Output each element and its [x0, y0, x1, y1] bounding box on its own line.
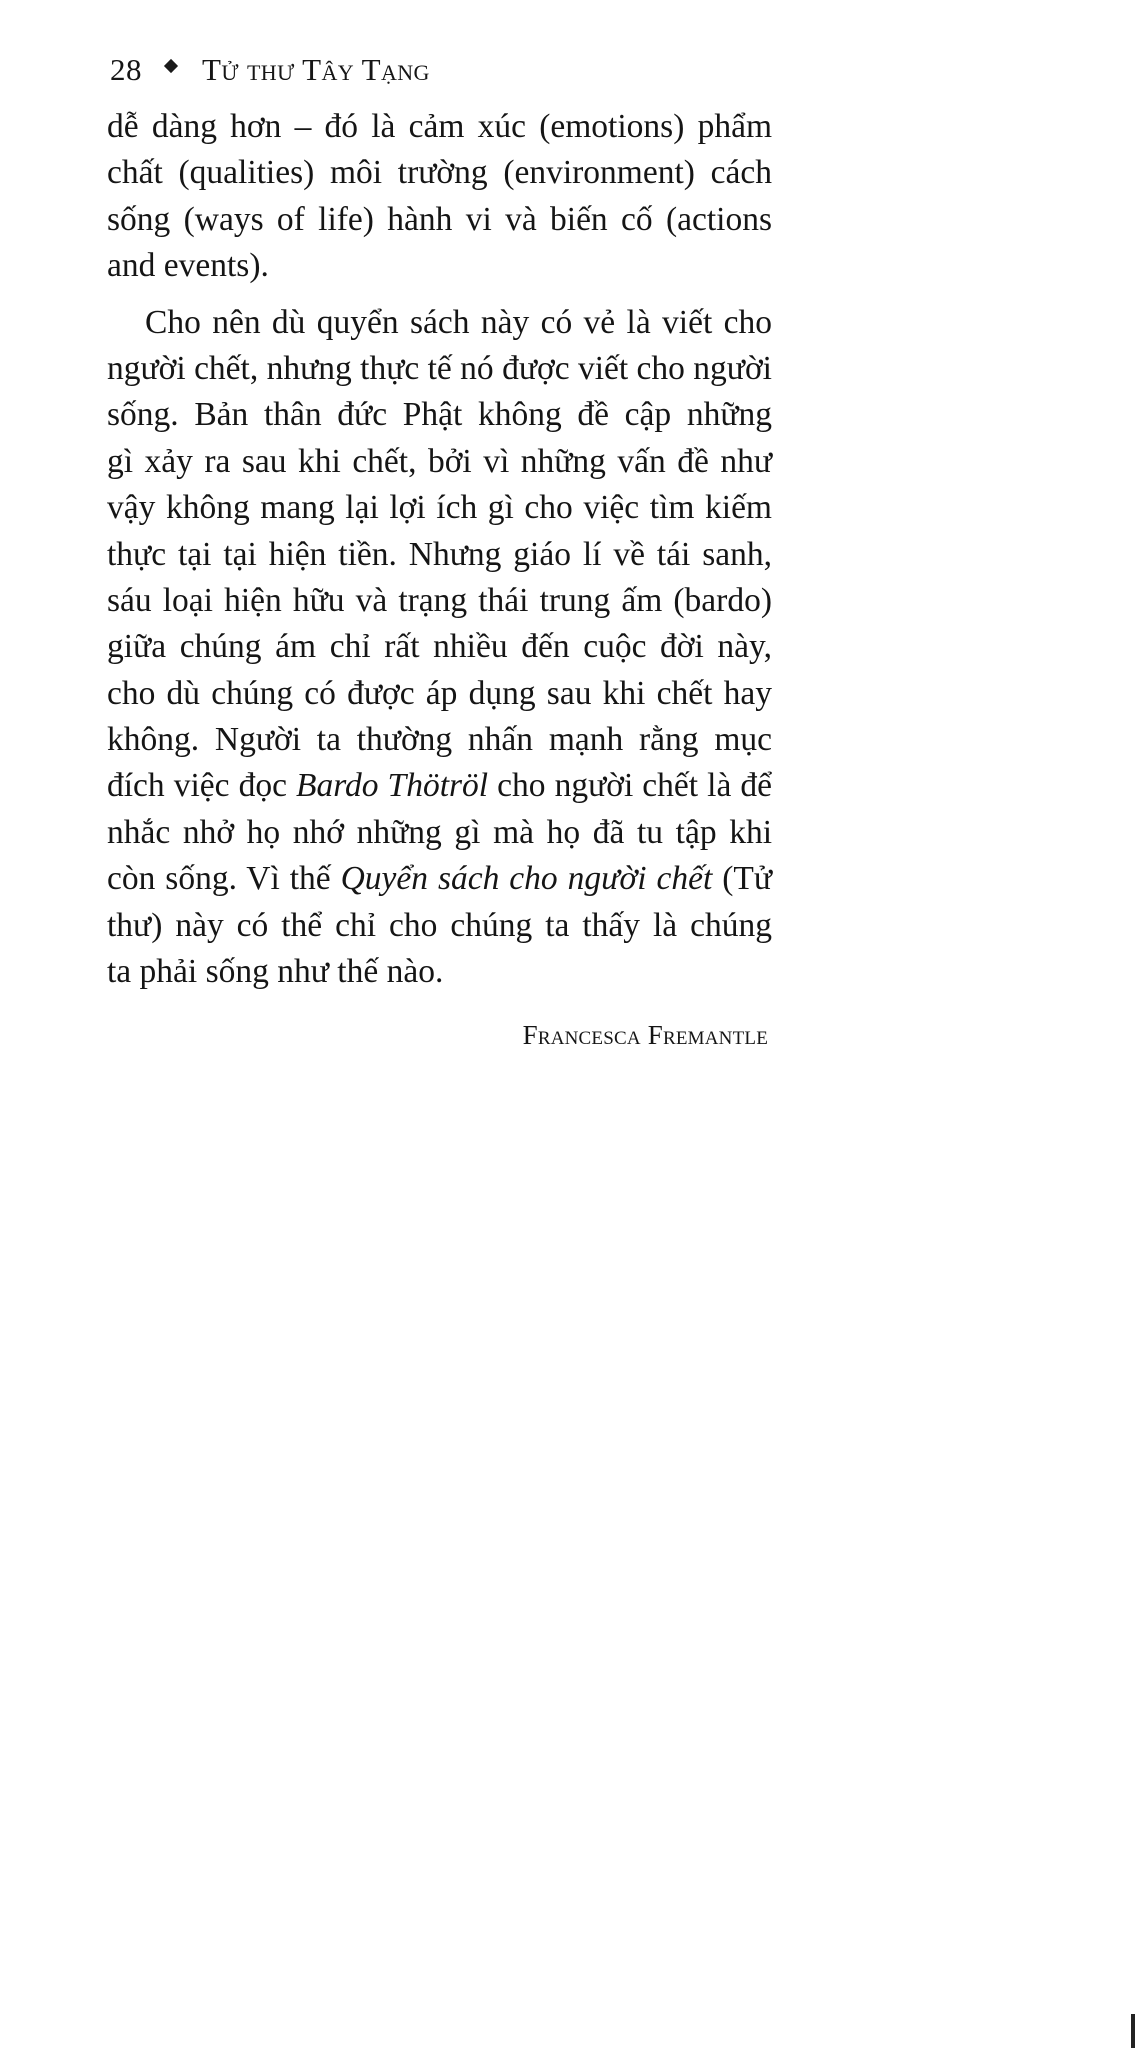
text-line [107, 856, 772, 902]
scan-edge-mark [1131, 2014, 1135, 2048]
text-line: gì xảy ra sau khi chết, bởi vì những vấn đề như [107, 442, 772, 480]
text-run: (Tử [712, 860, 772, 898]
page-number: 28 [110, 52, 142, 87]
author-signature: Francesca Fremantle [522, 1020, 768, 1050]
text-line: sống (ways of life) hành vi và biến cố (actions [107, 200, 772, 238]
text-line: sáu loại hiện hữu và trạng thái trung ấm (bardo) [107, 581, 772, 619]
running-header [110, 52, 430, 92]
text-line [107, 763, 772, 809]
text-line: sống. Bản thân đức Phật không đề cập những [107, 396, 772, 434]
paragraph-2 [107, 300, 772, 996]
text-line: vậy không mang lại lợi ích gì cho việc tìm kiếm [107, 489, 772, 527]
text-run: cho người chết là để [488, 767, 772, 805]
body-text [107, 104, 772, 995]
text-line: chất (qualities) môi trường (environment) cách [107, 154, 772, 192]
text-line: ta phải sống như thế nào. [107, 953, 444, 991]
text-line: người chết, nhưng thực tế nó được viết cho người [107, 349, 772, 387]
text-line: nhắc nhở họ nhớ những gì mà họ đã tu tập khi [107, 813, 772, 851]
italic-title-bardo-thotrol: Bardo Thötröl [296, 767, 489, 805]
text-line: không. Người ta thường nhấn mạnh rằng mục [107, 721, 772, 759]
text-line: and events). [107, 247, 269, 285]
text-line: cho dù chúng có được áp dụng sau khi chết hay [107, 674, 772, 712]
running-title: Tử thư Tây Tạng [202, 52, 430, 87]
text-run: đích việc đọc [107, 767, 296, 805]
text-run: còn sống. Vì thế [107, 860, 341, 898]
text-line: dễ dàng hơn – đó là cảm xúc (emotions) phẩm [107, 108, 772, 145]
text-line: thực tại tại hiện tiền. Nhưng giáo lí về tái sanh, [107, 535, 772, 573]
italic-title-book-of-the-dead: Quyển sách cho người chết [340, 860, 713, 898]
paragraph-1 [107, 104, 772, 290]
text-line: thư) này có thể chỉ cho chúng ta thấy là chúng [107, 906, 772, 944]
diamond-bullet-icon [164, 59, 178, 73]
text-line: Cho nên dù quyển sách này có vẻ là viết cho [145, 303, 772, 341]
text-line: giữa chúng ám chỉ rất nhiều đến cuộc đời này, [107, 628, 772, 666]
